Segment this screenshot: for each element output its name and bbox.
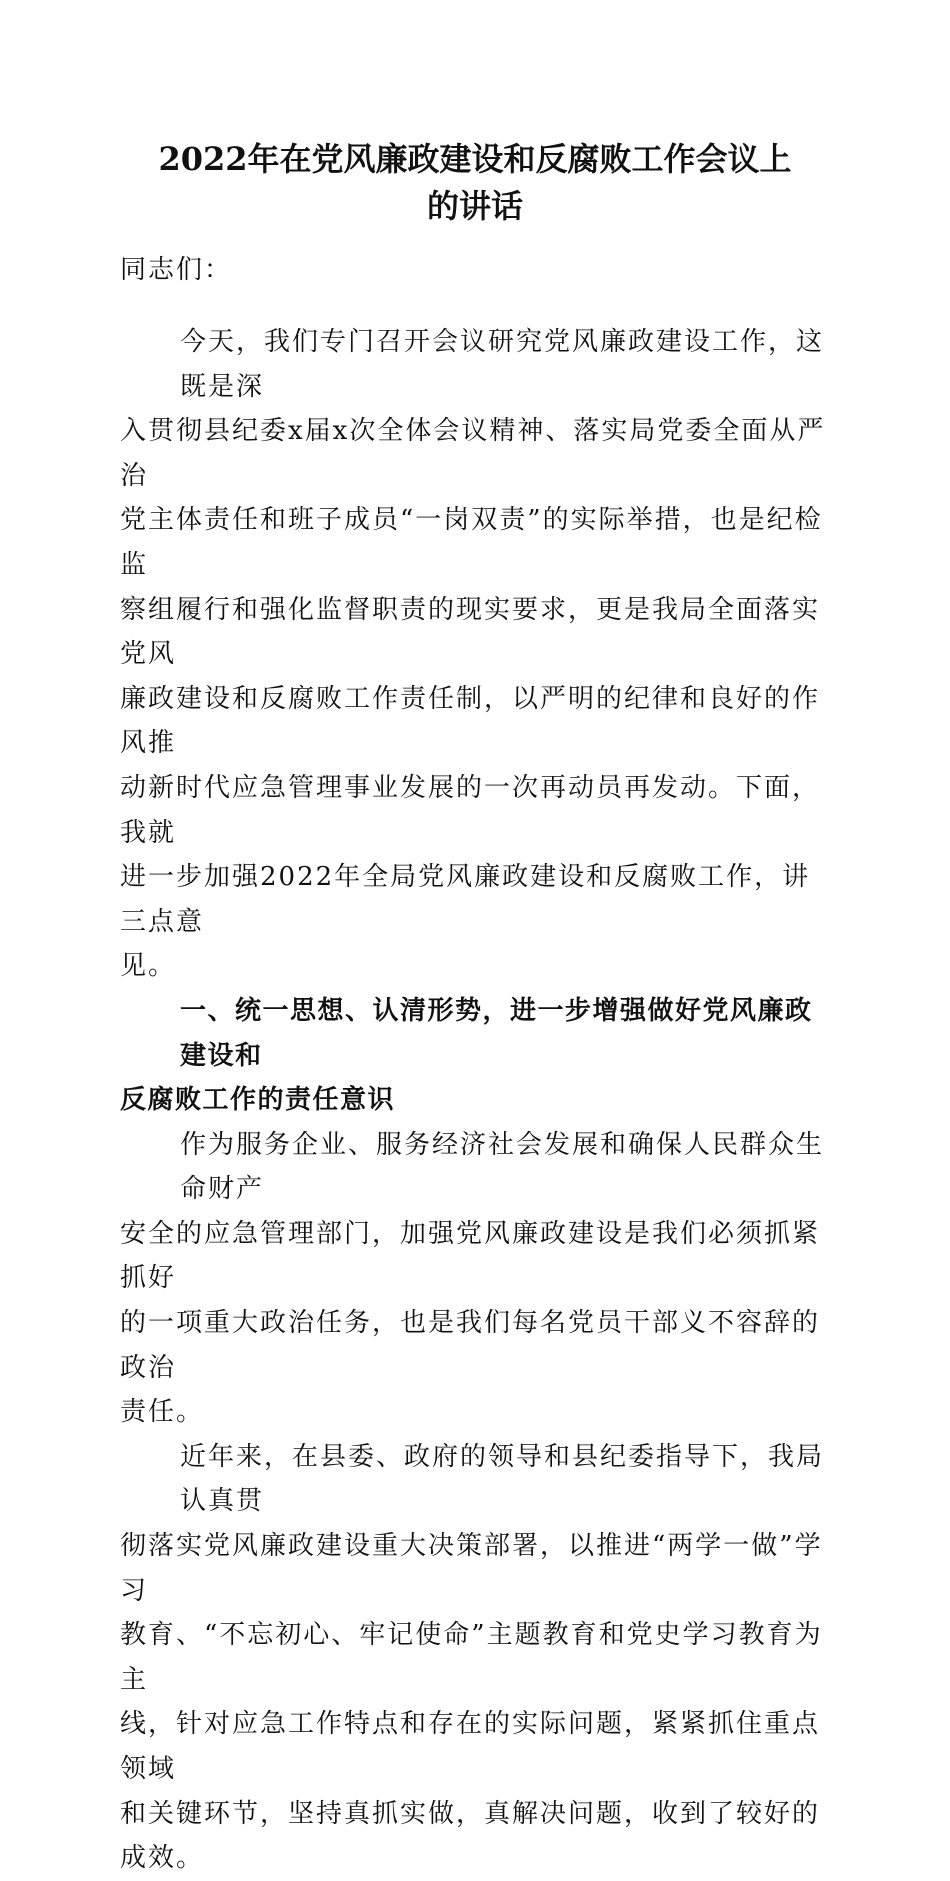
section-heading <box>120 989 830 1123</box>
text-line: 彻落实党风廉政建设重大决策部署，以推进“两学一做”学习 <box>120 1531 823 1606</box>
text-line: 近年来，在县委、政府的领导和县纪委指导下，我局认真贯 <box>180 1441 825 1517</box>
title-line: 2022年在党风廉政建设和反腐败工作会议上 <box>158 140 792 178</box>
text-line: 教育、“不忘初心、牢记使命”主题教育和党史学习教育为主 <box>120 1620 823 1695</box>
text-line: 责任。 <box>120 1397 205 1428</box>
text-line: 进一步加强2022年全局党风廉政建设和反腐败工作，讲三点意 <box>120 862 811 937</box>
paragraph <box>120 1123 830 1435</box>
text-line: 作为服务企业、服务经济社会发展和确保人民群众生命财产 <box>180 1129 825 1205</box>
paragraph <box>120 320 830 989</box>
document-title <box>60 136 890 230</box>
text-line: 党主体责任和班子成员“一岗双责”的实际举措，也是纪检监 <box>120 505 823 580</box>
text-line: 线，针对应急工作特点和存在的实际问题，紧紧抓住重点领域 <box>120 1709 821 1784</box>
text-line: 和关键环节，坚持真抓实做，真解决问题，收到了较好的成效。 <box>120 1798 821 1874</box>
text-line: 今天，我们专门召开会议研究党风廉政建设工作，这既是深 <box>180 327 825 402</box>
text-line: 入贯彻县纪委x届x次全体会议精神、落实局党委全面从严治 <box>120 416 826 491</box>
text-line: 一、统一思想、认清形势，进一步增强做好党风廉政建设和 <box>180 995 813 1071</box>
text-line: 反腐败工作的责任意识 <box>120 1085 396 1116</box>
text-line: 廉政建设和反腐败工作责任制，以严明的纪律和良好的作风推 <box>120 683 821 759</box>
title-line: 的讲话 <box>426 187 523 225</box>
paragraph <box>120 1435 830 1881</box>
salutation: 同志们： <box>120 255 233 285</box>
text-line: 的一项重大政治任务，也是我们每名党员干部义不容辞的政治 <box>120 1308 821 1383</box>
text-line: 见。 <box>120 951 177 982</box>
text-line: 安全的应急管理部门，加强党风廉政建设是我们必须抓紧抓好 <box>120 1218 821 1294</box>
text-line: 察组履行和强化监督职责的现实要求，更是我局全面落实党风 <box>120 594 821 670</box>
text-line: 动新时代应急管理事业发展的一次再动员再发动。下面，我就 <box>120 772 821 848</box>
document-body <box>120 320 830 1881</box>
